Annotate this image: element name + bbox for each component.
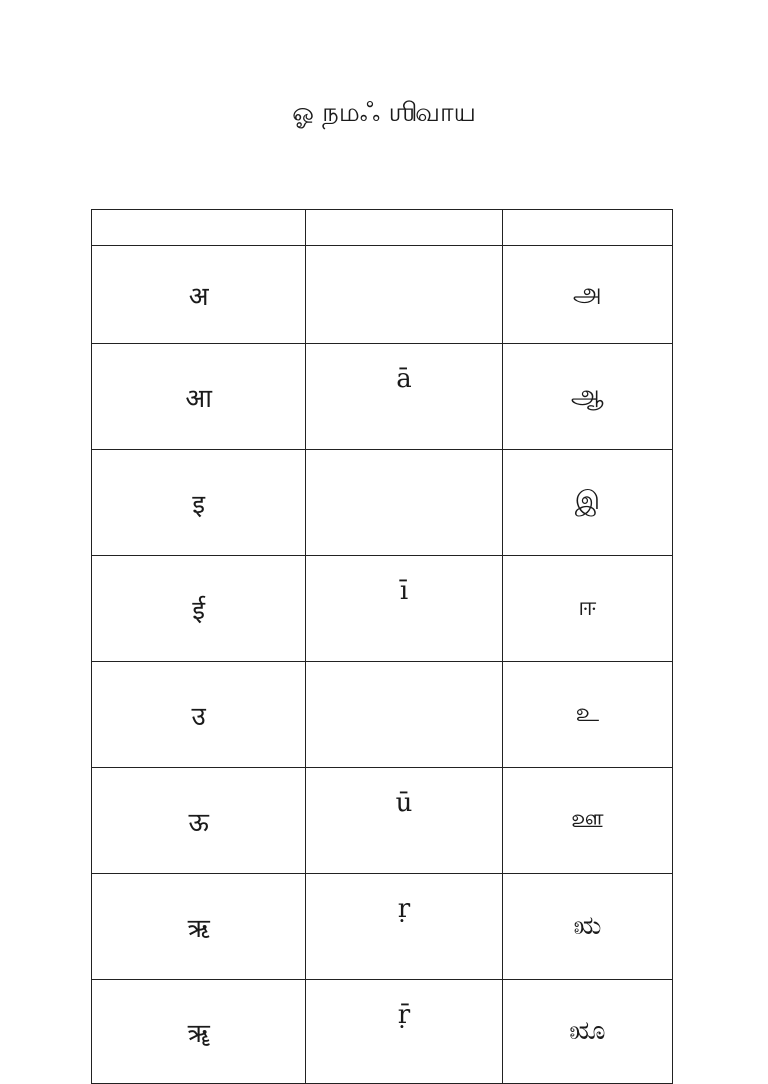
devanagari-letter: आ (185, 383, 212, 414)
tamil-letter: ஊ (570, 804, 604, 834)
tamil-letter: உ (575, 698, 600, 728)
devanagari-cell (92, 556, 306, 662)
transliteration-text: ā (396, 364, 412, 394)
table-row (92, 556, 673, 662)
tamil-cell (502, 344, 672, 450)
tamil-cell (502, 980, 672, 1084)
tamil-cell (502, 246, 672, 344)
devanagari-letter: इ (192, 489, 206, 520)
tamil-letter: ஈ (578, 592, 597, 622)
tamil-cell (502, 556, 672, 662)
transliteration-cell (306, 556, 502, 662)
devanagari-letter: ॠ (187, 1018, 210, 1049)
devanagari-cell (92, 662, 306, 768)
devanagari-letter: अ (188, 281, 209, 312)
devanagari-letter: ऊ (188, 807, 209, 838)
table-row (92, 662, 673, 768)
table-row (92, 980, 673, 1084)
devanagari-cell (92, 344, 306, 450)
transliteration-text: ū (395, 788, 413, 818)
header-cell-tamil (502, 210, 672, 246)
header-cell-devanagari (92, 210, 306, 246)
table-header-row (92, 210, 673, 246)
transliteration-cell (306, 662, 502, 768)
tamil-letter: அ (572, 278, 602, 308)
transliteration-cell (306, 980, 502, 1084)
tamil-cell (502, 662, 672, 768)
tamil-letter: ೠ (569, 1016, 606, 1046)
transliteration-text: ṝ (397, 1000, 411, 1030)
transliteration-cell (306, 450, 502, 556)
tamil-cell (502, 874, 672, 980)
tamil-letter: இ (574, 486, 600, 516)
transliteration-text: ī (399, 576, 409, 606)
transliteration-text: ṛ (397, 894, 411, 924)
tamil-cell (502, 768, 672, 874)
table-row (92, 874, 673, 980)
transliteration-cell (306, 874, 502, 980)
devanagari-cell (92, 450, 306, 556)
devanagari-cell (92, 768, 306, 874)
tamil-letter: ஆ (570, 380, 604, 410)
header-cell-transliteration (306, 210, 502, 246)
table-row (92, 344, 673, 450)
page-title: ஓ நமஃ ஶிவாய (292, 98, 476, 128)
transliteration-cell (306, 344, 502, 450)
vowel-table (91, 209, 673, 1084)
devanagari-cell (92, 874, 306, 980)
devanagari-cell (92, 246, 306, 344)
tamil-letter: ಋ (573, 911, 602, 941)
table-row (92, 450, 673, 556)
devanagari-cell (92, 980, 306, 1084)
devanagari-letter: उ (191, 701, 206, 732)
table-row (92, 246, 673, 344)
transliteration-cell (306, 246, 502, 344)
transliteration-cell (306, 768, 502, 874)
table-row (92, 768, 673, 874)
devanagari-letter: ऋ (187, 913, 210, 944)
devanagari-letter: ई (192, 595, 206, 626)
tamil-cell (502, 450, 672, 556)
